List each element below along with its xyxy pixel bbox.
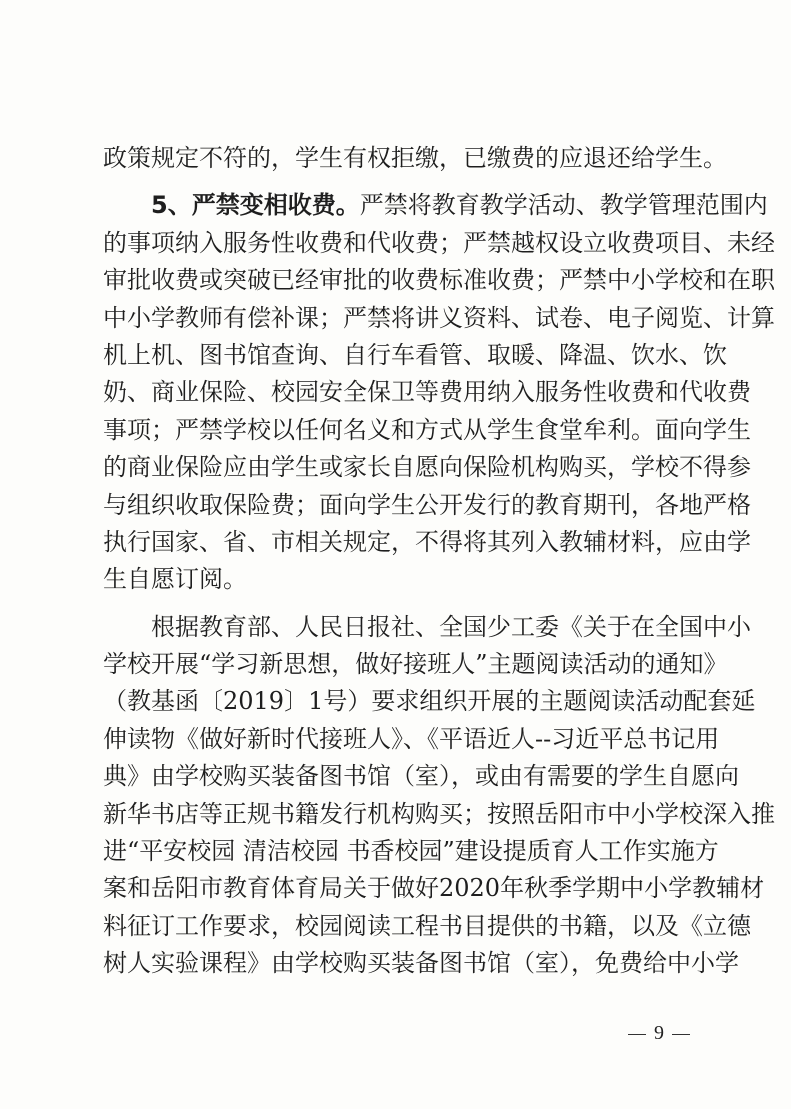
text-line-rest: 严禁将教育教学活动、教学管理范围内 bbox=[359, 191, 768, 220]
dash-left bbox=[628, 1034, 646, 1035]
text-line: 奶、商业保险、校园安全保卫等费用纳入服务性收费和代收费 bbox=[103, 378, 751, 407]
body-text bbox=[103, 140, 775, 983]
text-line: 学校开展“学习新思想，做好接班人”主题阅读活动的通知》 bbox=[103, 650, 728, 679]
text-line: 根据教育部、人民日报社、全国少工委《关于在全国中小 bbox=[151, 612, 751, 641]
text-line: 生自愿订阅。 bbox=[103, 565, 247, 594]
dash-right bbox=[672, 1034, 690, 1035]
text-line: 事项；严禁学校以任何名义和方式从学生食堂牟利。面向学生 bbox=[103, 415, 751, 444]
page-number-value: 9 bbox=[654, 1022, 664, 1044]
text-line: 机上机、图书馆查询、自行车看管、取暖、降温、饮水、饮 bbox=[103, 340, 727, 369]
text-line: （教基函〔2019〕1号）要求组织开展的主题阅读活动配套延 bbox=[103, 687, 756, 716]
text-line: 新华书店等正规书籍发行机构购买；按照岳阳市中小学校深入推 bbox=[103, 799, 775, 828]
text-line: 的事项纳入服务性收费和代收费；严禁越权设立收费项目、未经 bbox=[103, 228, 775, 257]
section-heading: 5、严禁变相收费。 bbox=[151, 191, 360, 220]
text-line: 进“平安校园 清洁校园 书香校园”建设提质育人工作实施方 bbox=[103, 837, 719, 866]
text-line: 执行国家、省、市相关规定，不得将其列入教辅材料，应由学 bbox=[103, 527, 751, 556]
page-number bbox=[620, 1022, 698, 1045]
text-line: 案和岳阳市教育体育局关于做好2020年秋季学期中小学教辅材 bbox=[103, 874, 765, 903]
text-line: 中小学教师有偿补课；严禁将讲义资料、试卷、电子阅览、计算 bbox=[103, 303, 775, 332]
text-line bbox=[103, 187, 768, 224]
text-line: 典》由学校购买装备图书馆（室），或由有需要的学生自愿向 bbox=[103, 762, 739, 791]
text-line: 料征订工作要求，校园阅读工程书目提供的书籍，以及《立德 bbox=[103, 911, 751, 940]
text-line: 审批收费或突破已经审批的收费标准收费；严禁中小学校和在职 bbox=[103, 266, 775, 295]
text-line: 政策规定不符的，学生有权拒缴，已缴费的应退还给学生。 bbox=[103, 144, 727, 172]
text-line: 树人实验课程》由学校购买装备图书馆（室），免费给中小学 bbox=[103, 949, 739, 978]
text-line: 伸读物《做好新时代接班人》、《平语近人--习近平总书记用 bbox=[103, 724, 720, 753]
text-line: 与组织收取保险费；面向学生公开发行的教育期刊，各地严格 bbox=[103, 490, 751, 519]
text-line: 的商业保险应由学生或家长自愿向保险机构购买，学校不得参 bbox=[103, 453, 751, 482]
